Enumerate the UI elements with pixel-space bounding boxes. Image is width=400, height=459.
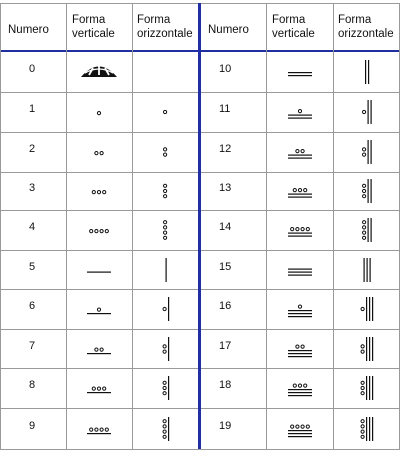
numero-cell: 1 [29, 103, 36, 115]
bar-mark [367, 218, 368, 242]
dot-mark [163, 184, 166, 187]
horizontal-form-glyph [155, 412, 177, 446]
dot-mark [163, 435, 166, 438]
header-numero-left: Numero [8, 24, 49, 36]
numero-cell: 3 [29, 182, 36, 194]
dot-mark [95, 230, 98, 233]
bar-mark [372, 417, 373, 441]
dot-mark [362, 236, 365, 239]
bar-mark [87, 353, 111, 354]
numero-cell: 14 [219, 221, 232, 233]
bar-mark [370, 179, 371, 203]
vertical-form-glyph [280, 221, 320, 243]
numero-cell: 15 [219, 260, 232, 273]
dot-mark [163, 221, 166, 224]
bar-mark [288, 268, 312, 269]
horizontal-form-glyph [155, 213, 177, 247]
vertical-form-glyph [79, 379, 119, 401]
dot-mark [100, 230, 103, 233]
bar-mark [165, 258, 166, 282]
vertical-form-glyph [280, 420, 320, 442]
bar-mark [369, 297, 370, 321]
horizontal-form-glyph [356, 292, 378, 326]
dot-mark [361, 435, 364, 438]
dot-mark [163, 424, 166, 427]
dot-mark [163, 386, 166, 389]
dot-mark [163, 430, 166, 433]
dot-mark [361, 424, 364, 427]
header-vertical-left: Forma verticale [72, 14, 115, 40]
horizontal-form-glyph [155, 292, 177, 326]
bar-mark [288, 436, 312, 437]
dot-mark [362, 231, 365, 234]
dot-mark [361, 350, 364, 353]
dot-mark [361, 392, 364, 395]
horizontal-form-glyph [155, 371, 177, 405]
dot-mark [290, 425, 293, 428]
dot-mark [361, 307, 364, 310]
numero-cell: 7 [29, 339, 36, 352]
dot-mark [163, 419, 166, 422]
bar-mark [288, 75, 312, 76]
bar-mark [288, 115, 312, 116]
bar-mark [288, 395, 312, 396]
horizontal-form-glyph [356, 213, 378, 247]
bar-mark [366, 417, 367, 441]
dot-mark [293, 384, 296, 387]
dot-mark [163, 307, 166, 310]
bar-mark [288, 433, 312, 434]
shell-icon [79, 60, 119, 80]
bar-mark [168, 417, 169, 441]
column-separator [333, 3, 334, 449]
bar-mark [367, 100, 368, 124]
horizontal-form-glyph [356, 332, 378, 366]
dot-mark [103, 191, 106, 194]
dot-mark [90, 230, 93, 233]
bar-mark [288, 313, 312, 314]
dot-mark [362, 195, 365, 198]
dot-mark [301, 150, 304, 153]
dot-mark [100, 428, 103, 431]
bar-mark [288, 194, 312, 195]
bar-mark [372, 376, 373, 400]
dot-mark [303, 384, 306, 387]
dot-mark [361, 381, 364, 384]
dot-mark [295, 345, 298, 348]
bar-mark [288, 392, 312, 393]
bar-mark [87, 433, 111, 434]
numero-cell: 9 [29, 419, 36, 432]
bar-mark [288, 72, 312, 73]
dot-mark [163, 350, 166, 353]
dot-mark [301, 228, 304, 231]
dot-mark [163, 195, 166, 198]
dot-mark [105, 230, 108, 233]
header-numero-right: Numero [208, 24, 249, 36]
dot-mark [163, 236, 166, 239]
numero-cell: 13 [219, 182, 232, 194]
dot-mark [293, 189, 296, 192]
bar-mark [288, 271, 312, 272]
dot-mark [163, 110, 166, 113]
numero-cell: 4 [29, 221, 36, 233]
dot-mark [362, 226, 365, 229]
table-bottom-border [0, 449, 400, 450]
dot-mark [97, 112, 100, 115]
dot-mark [362, 189, 365, 192]
bar-mark [288, 274, 312, 275]
vertical-form-glyph [280, 182, 320, 204]
dot-mark [290, 228, 293, 231]
bar-mark [365, 60, 366, 84]
vertical-form-glyph [280, 340, 320, 362]
numero-cell: 0 [29, 63, 36, 75]
bar-mark [288, 155, 312, 156]
numero-cell: 10 [219, 63, 232, 75]
dot-mark [298, 110, 301, 113]
horizontal-form-glyph [356, 253, 378, 287]
column-separator [266, 3, 267, 449]
dot-mark [295, 425, 298, 428]
dot-mark [100, 348, 103, 351]
vertical-form-glyph [79, 221, 119, 243]
dot-mark [97, 387, 100, 390]
bar-mark [87, 392, 111, 393]
horizontal-form-glyph [155, 135, 177, 169]
dot-mark [95, 428, 98, 431]
bar-mark [288, 236, 312, 237]
horizontal-form-glyph [155, 95, 177, 129]
dot-mark [361, 386, 364, 389]
vertical-form-glyph [280, 103, 320, 125]
vertical-form-glyph [79, 300, 119, 322]
vertical-form-glyph [79, 182, 119, 204]
horizontal-form-glyph [356, 95, 378, 129]
dot-mark [163, 392, 166, 395]
table-left-border [0, 3, 1, 449]
vertical-form-glyph [280, 143, 320, 165]
dot-mark [100, 152, 103, 155]
dot-mark [301, 345, 304, 348]
dot-mark [306, 228, 309, 231]
dot-mark [361, 344, 364, 347]
vertical-form-glyph [280, 63, 320, 85]
header-vertical-right: Forma verticale [272, 14, 315, 40]
vertical-form-glyph [280, 379, 320, 401]
dot-mark [298, 189, 301, 192]
bar-mark [366, 258, 367, 282]
bar-mark [369, 337, 370, 361]
dot-mark [362, 153, 365, 156]
header-horizontal-left: Forma orizzontale [137, 14, 193, 40]
horizontal-form-glyph [356, 412, 378, 446]
dot-mark [362, 148, 365, 151]
bar-mark [366, 337, 367, 361]
bar-mark [370, 140, 371, 164]
bar-mark [288, 316, 312, 317]
numero-cell: 11 [219, 103, 231, 115]
numero-cell: 17 [219, 339, 232, 352]
bar-mark [372, 337, 373, 361]
dot-mark [163, 344, 166, 347]
bar-mark [366, 376, 367, 400]
bar-mark [288, 350, 312, 351]
dot-mark [361, 430, 364, 433]
horizontal-form-glyph [356, 55, 378, 89]
dot-mark [95, 152, 98, 155]
bar-mark [369, 258, 370, 282]
bar-mark [288, 158, 312, 159]
bar-mark [370, 218, 371, 242]
dot-mark [92, 387, 95, 390]
dot-mark [362, 184, 365, 187]
horizontal-form-glyph [155, 174, 177, 208]
dot-mark [163, 153, 166, 156]
dot-mark [361, 419, 364, 422]
dot-mark [163, 231, 166, 234]
vertical-form-glyph [79, 420, 119, 442]
horizontal-form-glyph [356, 371, 378, 405]
dot-mark [163, 189, 166, 192]
numero-cell: 2 [29, 143, 36, 155]
dot-mark [362, 221, 365, 224]
vertical-form-glyph [280, 300, 320, 322]
dot-mark [97, 308, 100, 311]
dot-mark [97, 191, 100, 194]
bar-mark [288, 389, 312, 390]
dot-mark [303, 189, 306, 192]
vertical-form-glyph [79, 143, 119, 165]
column-separator [66, 3, 67, 449]
bar-mark [369, 376, 370, 400]
horizontal-form-glyph [155, 332, 177, 366]
horizontal-form-glyph [356, 174, 378, 208]
dot-mark [362, 110, 365, 113]
bar-mark [288, 118, 312, 119]
column-separator [132, 3, 133, 449]
numero-cell: 18 [219, 379, 232, 391]
dot-mark [306, 425, 309, 428]
bar-mark [288, 233, 312, 234]
vertical-form-glyph [79, 103, 119, 125]
header-horizontal-right: Forma orizzontale [338, 14, 394, 40]
bar-mark [168, 297, 169, 321]
dot-mark [163, 148, 166, 151]
dot-mark [103, 387, 106, 390]
zero-shell-glyph [79, 60, 119, 80]
horizontal-form-glyph [155, 253, 177, 287]
center-divider [198, 3, 201, 449]
numero-cell: 12 [219, 143, 232, 155]
bar-mark [369, 417, 370, 441]
bar-mark [367, 179, 368, 203]
numero-cell: 19 [219, 419, 232, 432]
bar-mark [288, 356, 312, 357]
bar-mark [366, 297, 367, 321]
numero-cell: 16 [219, 300, 232, 312]
bar-mark [87, 271, 111, 272]
vertical-form-glyph [280, 261, 320, 283]
numero-cell: 8 [29, 379, 36, 391]
bar-mark [288, 310, 312, 311]
bar-mark [168, 376, 169, 400]
bar-mark [288, 353, 312, 354]
numero-cell: 5 [29, 260, 36, 273]
bar-mark [367, 140, 368, 164]
dot-mark [298, 305, 301, 308]
dot-mark [298, 384, 301, 387]
vertical-form-glyph [79, 261, 119, 283]
dot-mark [95, 348, 98, 351]
dot-mark [301, 425, 304, 428]
vertical-form-glyph [79, 340, 119, 362]
dot-mark [105, 428, 108, 431]
numero-cell: 6 [29, 300, 36, 312]
bar-mark [168, 337, 169, 361]
bar-mark [288, 430, 312, 431]
bar-mark [370, 100, 371, 124]
dot-mark [295, 150, 298, 153]
dot-mark [90, 428, 93, 431]
dot-mark [163, 381, 166, 384]
bar-mark [363, 258, 364, 282]
bar-mark [372, 297, 373, 321]
bar-mark [288, 197, 312, 198]
dot-mark [92, 191, 95, 194]
dot-mark [295, 228, 298, 231]
dot-mark [163, 226, 166, 229]
horizontal-form-glyph [356, 135, 378, 169]
bar-mark [87, 313, 111, 314]
bar-mark [368, 60, 369, 84]
